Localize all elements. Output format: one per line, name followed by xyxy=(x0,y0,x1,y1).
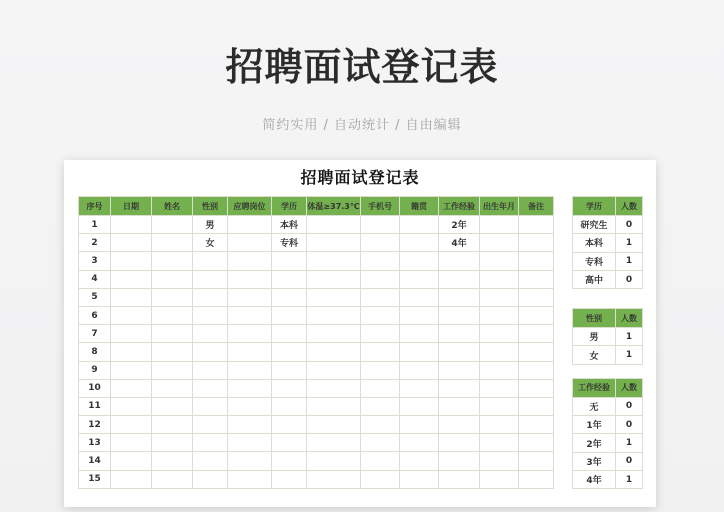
summary-row xyxy=(573,216,643,234)
cell xyxy=(272,343,307,361)
cell xyxy=(228,470,272,488)
registration-table xyxy=(78,196,554,489)
cell xyxy=(519,379,554,397)
summary-column-header: 人数 xyxy=(616,378,643,397)
summary-cell: 1 xyxy=(616,346,643,364)
cell xyxy=(228,397,272,415)
cell xyxy=(400,270,439,288)
cell xyxy=(439,416,480,434)
cell xyxy=(439,325,480,343)
cell xyxy=(228,288,272,306)
cell xyxy=(519,397,554,415)
table-row xyxy=(79,361,554,379)
summary-cell: 4年 xyxy=(573,470,616,488)
cell: 13 xyxy=(79,434,111,452)
table-row xyxy=(79,416,554,434)
cell xyxy=(361,343,400,361)
summary-cell: 1 xyxy=(616,434,643,452)
cell xyxy=(228,379,272,397)
cell xyxy=(272,452,307,470)
cell xyxy=(361,434,400,452)
cell: 女 xyxy=(193,234,228,252)
cell: 2年 xyxy=(439,216,480,234)
cell: 1 xyxy=(79,216,111,234)
summary-cell: 男 xyxy=(573,328,616,346)
cell xyxy=(400,252,439,270)
cell xyxy=(111,216,152,234)
table-row xyxy=(79,306,554,324)
summary-row xyxy=(573,234,643,252)
cell xyxy=(439,361,480,379)
column-header: 备注 xyxy=(519,197,554,216)
cell xyxy=(361,325,400,343)
cell xyxy=(480,452,519,470)
cell xyxy=(152,343,193,361)
cell xyxy=(480,470,519,488)
cell: 15 xyxy=(79,470,111,488)
summary-cell: 0 xyxy=(616,416,643,434)
cell: 14 xyxy=(79,452,111,470)
summary-header-row xyxy=(573,309,643,328)
summary-sidebar xyxy=(572,196,643,489)
table-row xyxy=(79,216,554,234)
cell xyxy=(361,252,400,270)
cell xyxy=(519,306,554,324)
cell xyxy=(307,306,361,324)
cell xyxy=(111,379,152,397)
cell xyxy=(152,361,193,379)
cell xyxy=(439,270,480,288)
cell xyxy=(193,306,228,324)
cell xyxy=(400,361,439,379)
cell xyxy=(400,234,439,252)
cell xyxy=(272,288,307,306)
table-row xyxy=(79,252,554,270)
cell xyxy=(519,216,554,234)
summary-table-gender xyxy=(572,308,643,365)
cell xyxy=(228,325,272,343)
cell xyxy=(361,452,400,470)
cell xyxy=(439,379,480,397)
cell: 男 xyxy=(193,216,228,234)
column-header: 出生年月 xyxy=(480,197,519,216)
cell xyxy=(193,325,228,343)
cell xyxy=(228,343,272,361)
cell: 8 xyxy=(79,343,111,361)
column-header: 体温≥37.3℃ xyxy=(307,197,361,216)
cell xyxy=(152,434,193,452)
summary-cell: 0 xyxy=(616,216,643,234)
summary-cell: 1 xyxy=(616,470,643,488)
cell xyxy=(400,306,439,324)
cell xyxy=(193,452,228,470)
cell xyxy=(152,452,193,470)
table-row xyxy=(79,452,554,470)
cell xyxy=(307,325,361,343)
cell xyxy=(361,416,400,434)
cell xyxy=(307,470,361,488)
table-row xyxy=(79,470,554,488)
cell xyxy=(193,343,228,361)
cell xyxy=(152,270,193,288)
summary-header-row xyxy=(573,378,643,397)
cell xyxy=(480,361,519,379)
summary-table-experience xyxy=(572,378,643,489)
cell xyxy=(400,434,439,452)
cell xyxy=(228,270,272,288)
column-header: 工作经验 xyxy=(439,197,480,216)
cell xyxy=(272,397,307,415)
cell: 本科 xyxy=(272,216,307,234)
cell xyxy=(480,270,519,288)
cell xyxy=(111,343,152,361)
cell xyxy=(307,434,361,452)
table-row xyxy=(79,270,554,288)
cell xyxy=(307,252,361,270)
cell xyxy=(519,361,554,379)
summary-header-row xyxy=(573,197,643,216)
table-row xyxy=(79,288,554,306)
cell xyxy=(228,216,272,234)
cell xyxy=(480,252,519,270)
cell xyxy=(193,379,228,397)
cell xyxy=(111,252,152,270)
cell xyxy=(228,452,272,470)
cell xyxy=(307,343,361,361)
cell xyxy=(152,397,193,415)
summary-cell: 0 xyxy=(616,397,643,415)
cell xyxy=(111,397,152,415)
cell xyxy=(111,234,152,252)
cell xyxy=(361,216,400,234)
cell xyxy=(361,361,400,379)
cell xyxy=(111,470,152,488)
cell xyxy=(519,343,554,361)
cell xyxy=(152,416,193,434)
cell xyxy=(228,434,272,452)
cell xyxy=(193,288,228,306)
cell xyxy=(111,452,152,470)
summary-column-header: 性别 xyxy=(573,309,616,328)
page-title: 招聘面试登记表 xyxy=(225,45,499,89)
cell: 5 xyxy=(79,288,111,306)
summary-cell: 1 xyxy=(616,252,643,270)
cell: 4 xyxy=(79,270,111,288)
sheet-title: 招聘面试登记表 xyxy=(300,168,420,187)
summary-cell: 研究生 xyxy=(573,216,616,234)
cell xyxy=(480,416,519,434)
cell xyxy=(152,288,193,306)
column-header: 学历 xyxy=(272,197,307,216)
cell xyxy=(152,379,193,397)
summary-cell: 1 xyxy=(616,234,643,252)
cell: 11 xyxy=(79,397,111,415)
cell xyxy=(111,434,152,452)
summary-cell: 无 xyxy=(573,397,616,415)
cell xyxy=(519,325,554,343)
cell xyxy=(272,325,307,343)
cell xyxy=(439,343,480,361)
table-row xyxy=(79,234,554,252)
cell xyxy=(439,452,480,470)
cell xyxy=(480,216,519,234)
cell xyxy=(400,288,439,306)
column-header: 姓名 xyxy=(152,197,193,216)
summary-cell: 1年 xyxy=(573,416,616,434)
cell xyxy=(400,325,439,343)
cell xyxy=(480,343,519,361)
cell xyxy=(519,288,554,306)
summary-row xyxy=(573,252,643,270)
cell: 12 xyxy=(79,416,111,434)
cell xyxy=(307,288,361,306)
cell xyxy=(307,270,361,288)
cell xyxy=(519,252,554,270)
column-header: 序号 xyxy=(79,197,111,216)
table-row xyxy=(79,434,554,452)
cell xyxy=(439,470,480,488)
cell xyxy=(111,306,152,324)
cell xyxy=(272,434,307,452)
cell xyxy=(361,270,400,288)
cell xyxy=(480,288,519,306)
table-row xyxy=(79,379,554,397)
cell xyxy=(193,361,228,379)
cell xyxy=(439,288,480,306)
cell xyxy=(439,397,480,415)
cell xyxy=(400,452,439,470)
cell: 2 xyxy=(79,234,111,252)
cell xyxy=(361,234,400,252)
cell: 6 xyxy=(79,306,111,324)
cell xyxy=(272,470,307,488)
summary-table-education xyxy=(572,196,643,289)
cell xyxy=(400,416,439,434)
summary-cell: 高中 xyxy=(573,270,616,288)
summary-cell: 0 xyxy=(616,452,643,470)
cell xyxy=(272,416,307,434)
cell xyxy=(400,470,439,488)
column-header: 手机号 xyxy=(361,197,400,216)
cell xyxy=(111,361,152,379)
table-row xyxy=(79,397,554,415)
cell xyxy=(111,270,152,288)
summary-cell: 1 xyxy=(616,328,643,346)
page-subtitle: 简约实用 / 自动统计 / 自由编辑 xyxy=(262,118,462,133)
cell xyxy=(519,416,554,434)
cell xyxy=(400,379,439,397)
summary-cell: 本科 xyxy=(573,234,616,252)
cell xyxy=(272,379,307,397)
summary-row xyxy=(573,470,643,488)
cell xyxy=(480,379,519,397)
cell xyxy=(152,306,193,324)
cell: 7 xyxy=(79,325,111,343)
cell xyxy=(400,397,439,415)
cell xyxy=(307,416,361,434)
cell xyxy=(228,252,272,270)
cell xyxy=(307,234,361,252)
summary-row xyxy=(573,270,643,288)
cell xyxy=(152,216,193,234)
cell xyxy=(307,379,361,397)
cell xyxy=(439,434,480,452)
template-preview-card xyxy=(64,160,656,507)
cell xyxy=(193,434,228,452)
cell xyxy=(193,416,228,434)
column-header: 日期 xyxy=(111,197,152,216)
cell xyxy=(228,361,272,379)
summary-row xyxy=(573,397,643,415)
cell xyxy=(193,470,228,488)
cell xyxy=(480,325,519,343)
cell xyxy=(480,434,519,452)
cell xyxy=(272,306,307,324)
summary-cell: 女 xyxy=(573,346,616,364)
cell xyxy=(193,397,228,415)
summary-row xyxy=(573,328,643,346)
cell xyxy=(439,252,480,270)
summary-row xyxy=(573,434,643,452)
table-row xyxy=(79,325,554,343)
cell xyxy=(272,252,307,270)
cell xyxy=(152,325,193,343)
cell xyxy=(152,470,193,488)
summary-column-header: 学历 xyxy=(573,197,616,216)
table-header-row xyxy=(79,197,554,216)
cell xyxy=(361,379,400,397)
cell xyxy=(193,270,228,288)
cell xyxy=(480,397,519,415)
cell xyxy=(361,397,400,415)
cell: 专科 xyxy=(272,234,307,252)
summary-cell: 0 xyxy=(616,270,643,288)
cell xyxy=(152,234,193,252)
column-header: 籍贯 xyxy=(400,197,439,216)
cell xyxy=(307,361,361,379)
summary-row xyxy=(573,452,643,470)
cell xyxy=(307,397,361,415)
cell xyxy=(307,452,361,470)
cell xyxy=(111,288,152,306)
cell xyxy=(519,270,554,288)
cell xyxy=(307,216,361,234)
cell xyxy=(361,288,400,306)
summary-column-header: 人数 xyxy=(616,197,643,216)
cell: 9 xyxy=(79,361,111,379)
cell xyxy=(228,234,272,252)
cell xyxy=(272,270,307,288)
cell xyxy=(400,216,439,234)
cell xyxy=(152,252,193,270)
cell xyxy=(480,234,519,252)
column-header: 性别 xyxy=(193,197,228,216)
cell xyxy=(519,470,554,488)
cell xyxy=(228,306,272,324)
cell xyxy=(111,416,152,434)
summary-cell: 专科 xyxy=(573,252,616,270)
cell: 4年 xyxy=(439,234,480,252)
cell xyxy=(361,470,400,488)
summary-row xyxy=(573,416,643,434)
cell xyxy=(439,306,480,324)
summary-column-header: 人数 xyxy=(616,309,643,328)
cell xyxy=(193,252,228,270)
cell: 3 xyxy=(79,252,111,270)
summary-column-header: 工作经验 xyxy=(573,378,616,397)
column-header: 应聘岗位 xyxy=(228,197,272,216)
summary-row xyxy=(573,346,643,364)
cell xyxy=(272,361,307,379)
cell xyxy=(480,306,519,324)
summary-cell: 3年 xyxy=(573,452,616,470)
cell xyxy=(519,234,554,252)
cell xyxy=(361,306,400,324)
cell: 10 xyxy=(79,379,111,397)
cell xyxy=(519,452,554,470)
cell xyxy=(111,325,152,343)
cell xyxy=(400,343,439,361)
cell xyxy=(228,416,272,434)
summary-cell: 2年 xyxy=(573,434,616,452)
cell xyxy=(519,434,554,452)
table-row xyxy=(79,343,554,361)
